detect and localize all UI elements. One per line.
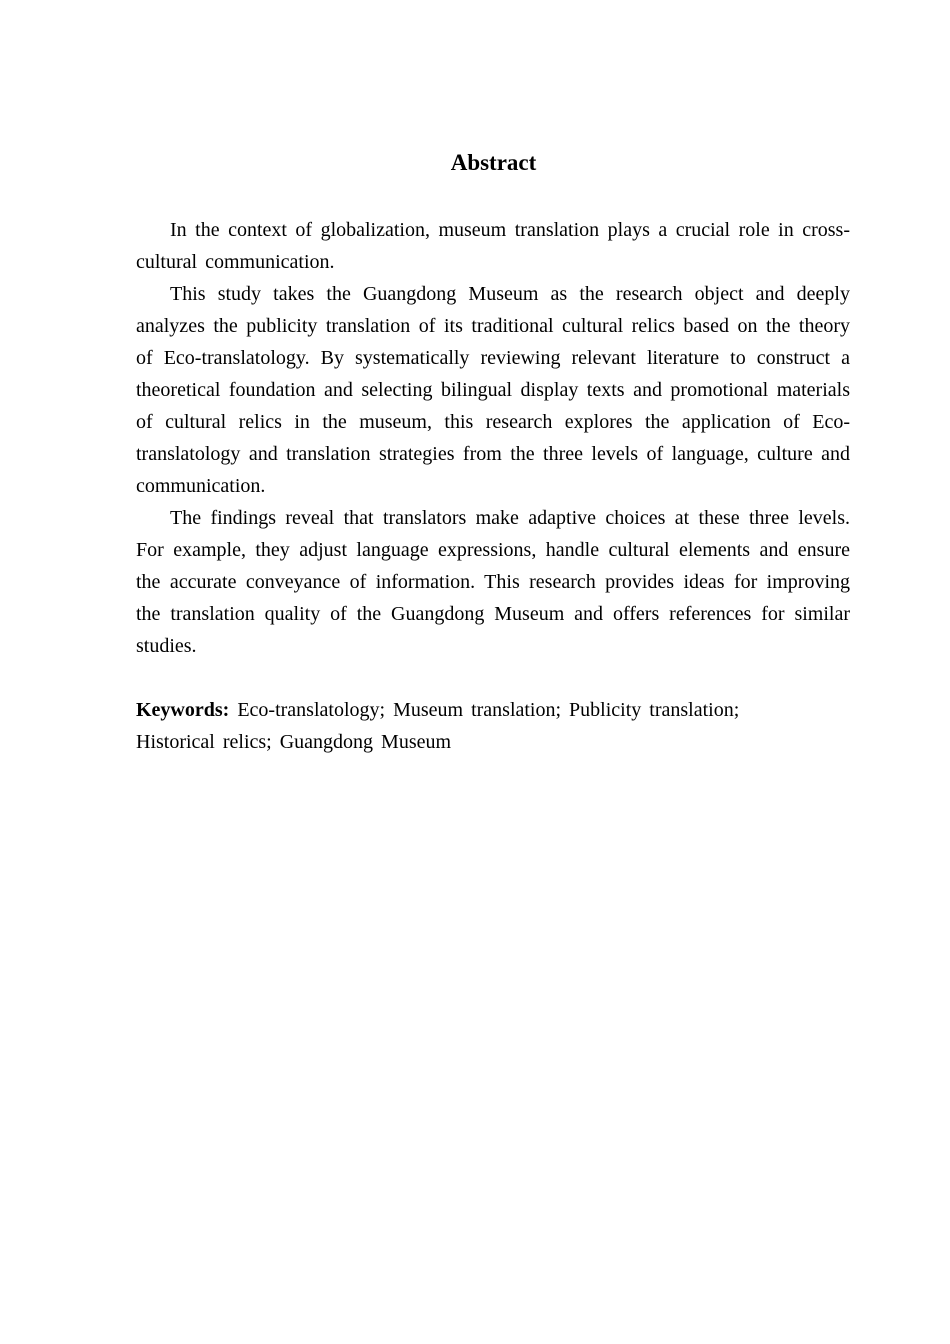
keywords-line bbox=[136, 694, 826, 758]
keywords-label: Keywords: bbox=[136, 699, 230, 721]
keywords-text: Eco-translatology; Museum translation; Publicity translation; Historical relics; Guangdong Museum bbox=[136, 699, 740, 753]
abstract-paragraph-1: In the context of globalization, museum translation plays a crucial role in cross-cultural communication. bbox=[136, 219, 850, 273]
abstract-page bbox=[136, 146, 850, 758]
abstract-paragraph-3: The findings reveal that translators make adaptive choices at these three levels. For example, they adjust language expressions, handle cultural elements and ensure the accurate conveyance of information. This research provides ideas for improving the translation quality of the Guangdong Museum and offers references for similar studies. bbox=[136, 507, 850, 657]
abstract-paragraph-2: This study takes the Guangdong Museum as the research object and deeply analyzes the publicity translation of its traditional cultural relics based on the theory of Eco-translatology. By systematically reviewing relevant literature to construct a theoretical foundation and selecting bilingual display texts and promotional materials of cultural relics in the museum, this research explores the application of Eco-translatology and translation strategies from the three levels of language, culture and communication. bbox=[136, 283, 850, 497]
abstract-title: Abstract bbox=[450, 150, 537, 175]
